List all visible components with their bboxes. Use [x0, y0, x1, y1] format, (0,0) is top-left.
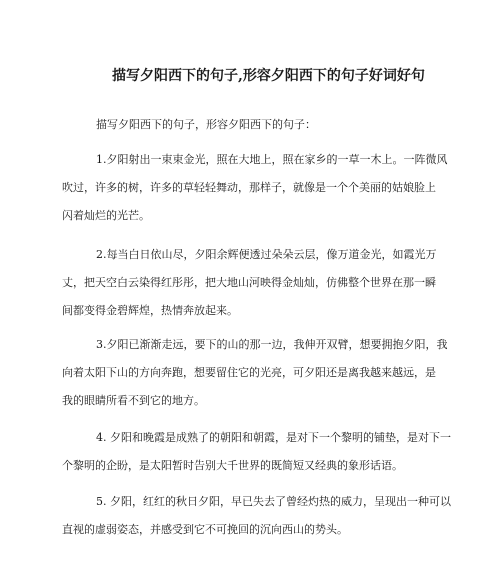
paragraph-2	[62, 241, 437, 325]
paragraph-line: 吹过，许多的树，许多的草轻轻舞动，那样子，就像是一个个美丽的姑娘脸上	[62, 181, 436, 194]
paragraph-line: 间都变得金碧辉煌，热情奔放起来。	[62, 304, 238, 317]
paragraph-line: 2.每当白日依山尽，夕阳余辉便透过朵朵云层，像万道金光，如霞光万	[96, 248, 437, 261]
paragraph-line: 我的眼睛所看不到它的地方。	[62, 394, 205, 407]
paragraph-4	[62, 424, 451, 480]
paragraph-3	[62, 331, 448, 415]
paragraph-1	[62, 146, 448, 230]
paragraph-line: 直视的虚弱姿态，并感受到它不可挽回的沉向西山的势头。	[62, 523, 348, 536]
document-title: 描写夕阳西下的句子,形容夕阳西下的句子好词好句	[112, 68, 425, 84]
paragraph-line: 4. 夕阳和晚霞是成熟了的朝阳和朝霞，是对下一个黎明的铺垫，是对下一	[96, 431, 451, 444]
paragraph-line: 1.夕阳射出一束束金光，照在大地上，照在家乡的一草一木上。一阵微风	[96, 153, 448, 166]
paragraph-5	[62, 488, 451, 544]
intro-line: 描写夕阳西下的句子，形容夕阳西下的句子：	[96, 118, 316, 131]
paragraph-line: 个黎明的企盼，是太阳暂时告别大千世界的既简短又经典的象形话语。	[62, 459, 403, 472]
paragraph-line: 闪着灿烂的光芒。	[62, 209, 150, 222]
paragraph-line: 5. 夕阳，红红的秋日夕阳，早已失去了曾经灼热的威力，呈现出一种可以	[96, 495, 451, 508]
paragraph-line: 3.夕阳已渐渐走远，要下的山的那一边，我伸开双臂，想要拥抱夕阳，我	[96, 338, 448, 351]
paragraph-line: 向着太阳下山的方向奔跑，想要留住它的光亮，可夕阳还是离我越来越远，是	[62, 366, 436, 379]
paragraph-line: 丈，把天空白云染得红彤彤，把大地山河映得金灿灿，仿佛整个世界在那一瞬	[62, 276, 436, 289]
